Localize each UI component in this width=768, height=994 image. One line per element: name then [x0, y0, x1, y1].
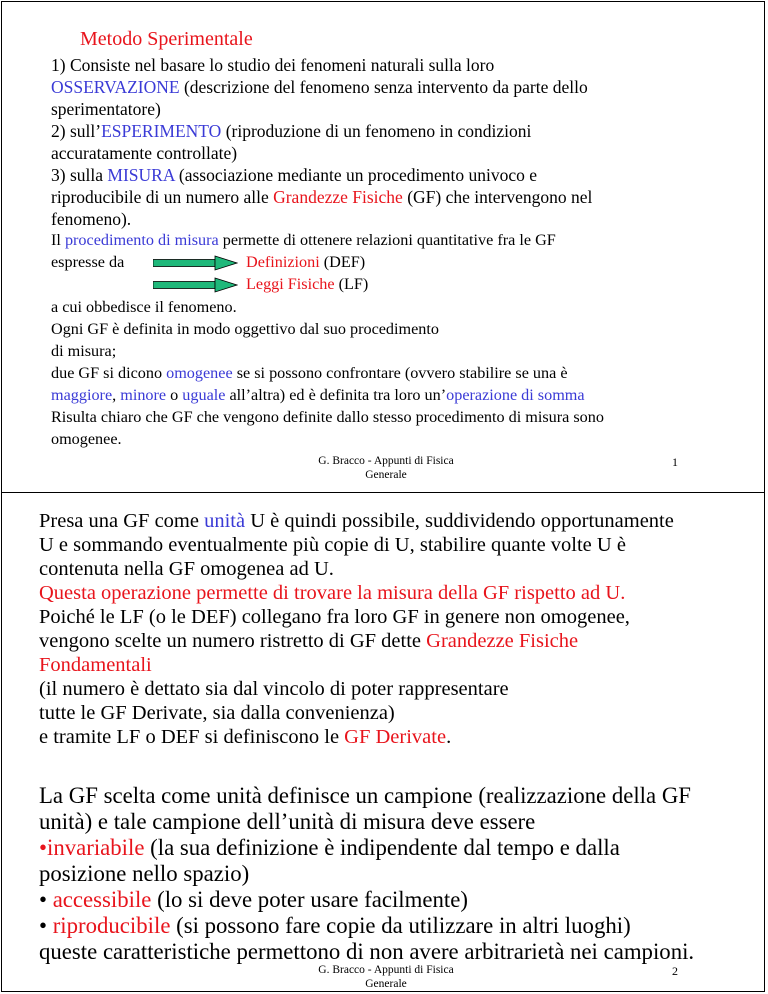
- text-line: di misura;: [51, 342, 117, 360]
- text-line: •invariabile (la sua definizione è indipendente dal tempo e dalla: [39, 835, 620, 860]
- slide-footer: G. Bracco - Appunti di Fisica Generale: [318, 455, 454, 481]
- slide-1: [1, 1, 765, 493]
- arrow-right-icon: [153, 277, 238, 293]
- text-line: U e sommando eventualmente più copie di U, stabilire quante volte U è: [39, 534, 626, 556]
- text-line: tutte le GF Derivate, sia dalla convenienza): [39, 702, 395, 724]
- slide-2: [1, 492, 765, 992]
- text-line: a cui obbedisce il fenomeno.: [51, 298, 237, 316]
- text-line: espresse da: [51, 253, 125, 271]
- slide-footer: G. Bracco - Appunti di Fisica Generale: [318, 964, 454, 990]
- text-line: sperimentatore): [51, 99, 161, 119]
- text-line: e tramite LF o DEF si definiscono le GF Derivate.: [39, 726, 452, 748]
- text-line: due GF si dicono omogenee se si possono confrontare (ovvero stabilire se una è: [51, 364, 568, 382]
- text-line: Risulta chiaro che GF che vengono definite dallo stesso procedimento di misura sono: [51, 408, 604, 426]
- text-line: vengono scelte un numero ristretto di GF dette Grandezze Fisiche: [39, 630, 579, 652]
- text-line: riproducibile di un numero alle Grandezze Fisiche (GF) che intervengono nel: [51, 187, 593, 207]
- text-line: Questa operazione permette di trovare la misura della GF rispetto ad U.: [39, 582, 626, 604]
- text-line: Presa una GF come unità U è quindi possibile, suddividendo opportunamente: [39, 510, 674, 532]
- text-line: unità) e tale campione dell’unità di misura deve essere: [39, 809, 536, 834]
- slide-title: Metodo Sperimentale: [80, 28, 253, 50]
- text-line: maggiore, minore o uguale all’altra) ed è definita tra loro un’operazione di somma: [51, 386, 585, 404]
- text-line: Fondamentali: [39, 654, 152, 676]
- page-number: 1: [672, 455, 678, 469]
- text-line: Leggi Fisiche (LF): [246, 275, 369, 293]
- text-line: Ogni GF è definita in modo oggettivo dal suo procedimento: [51, 320, 439, 338]
- page-number: 2: [672, 964, 678, 978]
- text-line: Poiché le LF (o le DEF) collegano fra loro GF in genere non omogenee,: [39, 606, 630, 628]
- text-line: Il procedimento di misura permette di ottenere relazioni quantitative fra le GF: [51, 231, 556, 249]
- text-line: posizione nello spazio): [39, 861, 250, 886]
- text-line: 1) Consiste nel basare lo studio dei fenomeni naturali sulla loro: [51, 55, 495, 75]
- text-line: fenomeno).: [51, 209, 132, 229]
- text-line: contenuta nella GF omogenea ad U.: [39, 558, 334, 580]
- text-line: 3) sulla MISURA (associazione mediante un procedimento univoco e: [51, 165, 538, 185]
- text-line: (il numero è dettato sia dal vincolo di poter rappresentare: [39, 678, 509, 700]
- text-line: queste caratteristiche permettono di non avere arbitrarietà nei campioni.: [39, 939, 695, 964]
- text-line: OSSERVAZIONE (descrizione del fenomeno senza intervento da parte dello: [51, 77, 588, 97]
- text-line: • accessibile (lo si deve poter usare facilmente): [39, 887, 468, 912]
- text-line: Definizioni (DEF): [246, 253, 366, 271]
- text-line: • riproducibile (si possono fare copie da utilizzare in altri luoghi): [39, 913, 631, 938]
- text-line: omogenee.: [51, 430, 122, 448]
- text-line: accuratamente controllate): [51, 143, 238, 163]
- text-line: 2) sull’ESPERIMENTO (riproduzione di un fenomeno in condizioni: [51, 121, 532, 141]
- text-line: La GF scelta come unità definisce un campione (realizzazione della GF: [39, 783, 691, 808]
- arrow-right-icon: [153, 255, 238, 271]
